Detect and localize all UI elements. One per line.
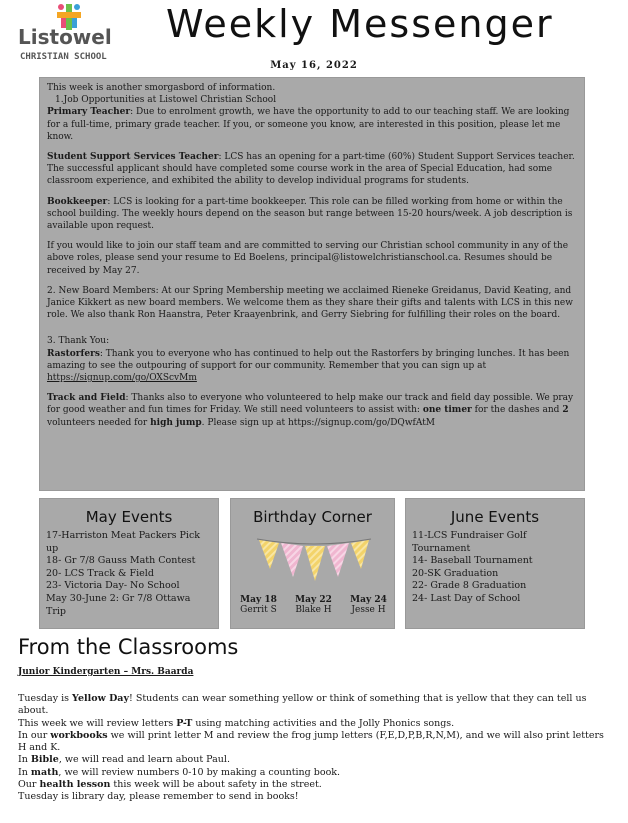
line-text: , we will review numbers 0-10 by making a counting book. <box>58 766 341 778</box>
board-paragraph: 2. New Board Members: At our Spring Membership meeting we acclaimed Rieneke Greidanus, David Keating, and Janice Kikkert as new board members. We welcome them as they share their gifts and talents with LCS in this new role. We also thank Ron Haanstra, Peter Kraayenbrink, and Gerry Siebring for fulfilling their roles on the board. <box>47 285 573 321</box>
birthday-date: May 24 <box>350 595 387 605</box>
bookkeeper-paragraph <box>47 196 577 233</box>
list-item: 22- Grade 8 Graduation <box>412 580 527 592</box>
list-item: May 30-June 2: Gr 7/8 Ottawa Trip <box>46 592 191 617</box>
sst-paragraph <box>47 151 577 188</box>
may-events-box <box>39 498 219 629</box>
track-bold-highjump: high jump <box>150 417 202 428</box>
line-bold: math <box>30 766 59 778</box>
rastorfers-text: : Thank you to everyone who has continued to help out the Rastorfers by bringing lunches. It has been amazing to see the outpouring of support for our community. Remember that you can sign up at <box>47 348 570 371</box>
bunting-flag <box>281 543 303 577</box>
list-item: 23- Victoria Day- No School <box>46 580 180 592</box>
classroom-line <box>18 730 608 755</box>
birthday-corner-title: Birthday Corner <box>253 508 372 526</box>
line-bold: Yellow Day <box>72 693 129 704</box>
list-item: 11-LCS Fundraiser Golf Tournament <box>412 530 527 554</box>
sst-label: Student Support Services Teacher <box>47 152 219 163</box>
logo-subtitle: CHRISTIAN SCHOOL <box>20 52 107 62</box>
birthday-entry <box>295 595 332 615</box>
line-bold: P-T <box>176 717 193 729</box>
bunting-flag <box>327 543 349 577</box>
rastorfers-signup-link[interactable]: https://signup.com/go/OXScvMm <box>47 373 197 384</box>
june-events-box <box>405 498 585 629</box>
birthday-list <box>231 595 396 615</box>
classroom-heading: Junior Kindergarten – Mrs. Baarda <box>18 667 194 677</box>
birthday-date: May 18 <box>240 595 277 605</box>
birthday-date: May 22 <box>295 595 332 605</box>
list-item: 24- Last Day of School <box>412 592 521 604</box>
line-bold: Bible <box>30 754 59 766</box>
primary-teacher-text: : Due to enrolment growth, we have the opportunity to add to our teaching staff. We are looking for a full-time, primary grade teacher. If you, or someone you know, are interested in this position, please let me know. <box>47 107 570 142</box>
classroom-body <box>18 693 608 804</box>
classroom-line: Tuesday is library day, please remember to send in books! <box>18 791 299 803</box>
bunting-icon <box>255 535 373 585</box>
classroom-line <box>18 693 608 718</box>
join-paragraph: If you would like to join our staff team and are committed to serving our Christian school community in any of the above roles, please send your resume to Ed Boelens, principal@listowelchristianschool.ca. Resumes should be received by May 27. <box>47 241 569 276</box>
june-events-title: June Events <box>450 508 540 526</box>
classroom-line <box>18 767 608 779</box>
track-text: volunteers needed for <box>47 417 151 428</box>
may-events-list <box>40 530 218 618</box>
line-text: In <box>18 766 31 778</box>
line-text: ! Students can wear something yellow or think of something that is yellow that they can tell us about. <box>18 693 587 717</box>
line-text: In <box>18 754 31 766</box>
birthday-name: Blake H <box>295 605 332 615</box>
line-text: Tuesday is <box>18 693 73 704</box>
line-text: , we will read and learn about Paul. <box>58 754 230 766</box>
list-item: 20- LCS Track & Field <box>46 567 154 579</box>
track-label: Track and Field <box>47 393 126 404</box>
line-text: In our <box>18 729 51 741</box>
birthday-entry <box>350 595 387 615</box>
classroom-line <box>18 779 608 791</box>
birthday-name: Jesse H <box>351 605 386 615</box>
announcements-box <box>39 77 585 491</box>
track-paragraph <box>47 392 577 429</box>
rastorfers-paragraph <box>47 348 577 385</box>
track-bold-timer: one timer <box>422 405 472 416</box>
job-opportunities-heading: 1.Job Opportunities at Listowel Christian School <box>55 95 277 106</box>
rastorfers-label: Rastorfers <box>47 348 100 359</box>
birthday-name: Gerrit S <box>240 605 277 615</box>
bunting-flag <box>305 546 325 581</box>
list-item: 14- Baseball Tournament <box>412 555 533 567</box>
track-bold-count: 2 <box>562 405 569 416</box>
list-item: 18- Gr 7/8 Gauss Math Contest <box>46 555 196 567</box>
june-events-list <box>406 530 584 606</box>
line-text: Our <box>18 779 40 791</box>
list-item: 17-Harriston Meat Packers Pick up <box>46 530 201 554</box>
list-item: 20-SK Graduation <box>412 567 499 579</box>
line-text: using matching activities and the Jolly Phonics songs. <box>192 717 455 729</box>
birthday-corner-box <box>230 498 395 629</box>
sst-text: : LCS has an opening for a part-time (60%) Student Support Services teacher. The successful applicant should have completed some course work in the area of Special Education, had some classroom experience, and exhibited the ability to develop individual programs for students. <box>47 152 575 187</box>
logo-name: Listowel <box>18 25 112 49</box>
newsletter-title: Weekly Messenger <box>166 2 554 46</box>
intro-text: This week is another smorgasbord of information. <box>47 83 276 93</box>
line-bold: workbooks <box>50 729 108 741</box>
primary-teacher-label: Primary Teacher <box>47 107 131 118</box>
line-text: we will print letter M and review the frog jump letters (F,E,D,P,B,R,N,M), and we will also print letters H and K. <box>18 729 604 754</box>
may-events-title: May Events <box>85 508 173 526</box>
bunting-flag <box>351 540 369 569</box>
classrooms-title: From the Classrooms <box>18 635 239 659</box>
bookkeeper-text: : LCS is looking for a part-time bookkeeper. This role can be filled working from home or within the school building. The weekly hours depend on the season but range between 15-20 hours/week. A job description is available upon request. <box>47 196 573 232</box>
track-text: . Please sign up at https://signup.com/go/DQwfAtM <box>201 417 436 428</box>
bookkeeper-label: Bookkeeper <box>47 196 108 207</box>
line-text: this week will be about safety in the street. <box>110 779 322 791</box>
track-text: : Thanks also to everyone who volunteered to help make our track and field day possible. We pray for good weather and fun times for Friday. We still need volunteers to assist with: <box>47 393 574 416</box>
line-text: This week we will review letters <box>18 717 177 729</box>
track-text: for the dashes and <box>471 405 563 416</box>
newsletter-date: May 16, 2022 <box>270 60 358 71</box>
school-logo <box>14 2 122 68</box>
primary-teacher-paragraph <box>47 106 577 143</box>
thanks-heading: 3. Thank You: <box>47 336 110 347</box>
birthday-entry <box>240 595 277 615</box>
classroom-line <box>18 718 608 730</box>
line-bold: health lesson <box>39 779 111 791</box>
bunting-flag <box>259 540 279 569</box>
classroom-line <box>18 754 608 766</box>
